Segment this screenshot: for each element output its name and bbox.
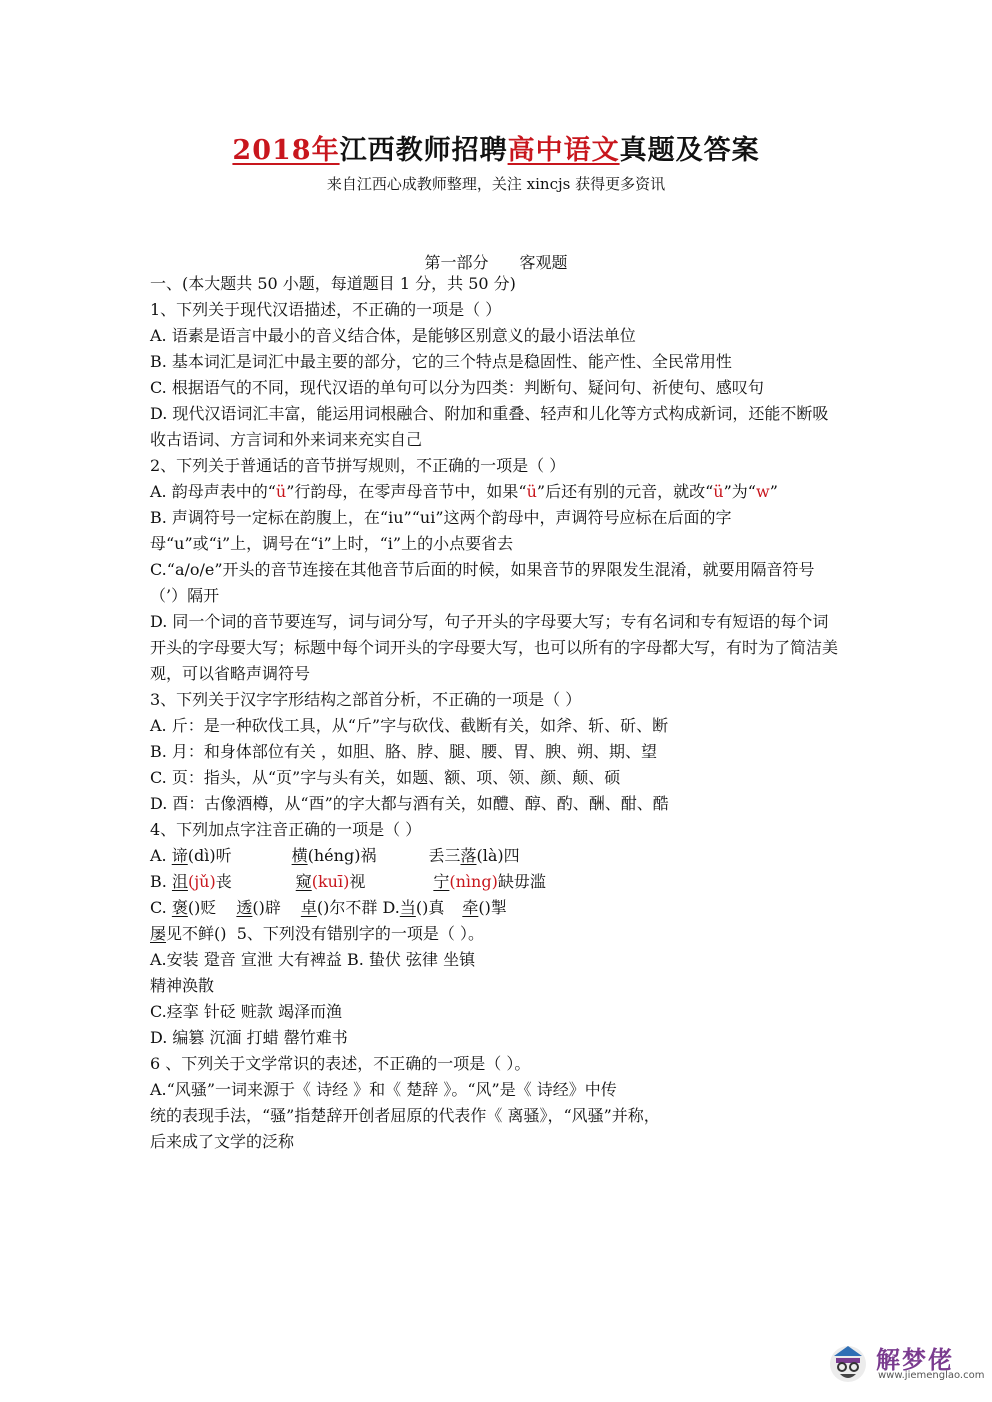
question-4-option-b (150, 869, 840, 895)
question-2-option-c: C.“a/o/e”开头的音节连接在其他音节后面的时候，如果音节的界限发生混淆，就要用隔音符号（’）隔开 (150, 560, 815, 605)
watermark-url: www.jiemenglao.com (878, 1370, 985, 1381)
highlight-letter: ü (275, 482, 287, 501)
text-segment: 丢三 (428, 846, 461, 865)
text-segment: ()辟 (252, 898, 281, 917)
highlight-letter: w (755, 482, 770, 501)
section-intro: 一、(本大题共 50 小题，每道题目 1 分，共 50 分) (150, 274, 516, 293)
watermark (824, 1338, 985, 1386)
question-1-option-d: D. 现代汉语词汇丰富，能运用词根融合、附加和重叠、轻声和儿化等方式构成新词，还能不断吸收古语词、方言词和外来词来充实自己 (150, 404, 829, 449)
question-1-option-a: A. 语素是语言中最小的音义结合体，是能够区别意义的最小语法单位 (150, 326, 636, 345)
question-6-option-a-line1: A.“风骚”一词来源于《 诗经 》和《 楚辞 》。“风”是《 诗经》中传 (150, 1080, 617, 1099)
dotted-char: 宁 (433, 872, 450, 891)
text-segment: ()真 (415, 898, 445, 917)
text-segment: 四 (503, 846, 520, 865)
question-1-option-c: C. 根据语气的不同，现代汉语的单句可以分为四类：判断句、疑问句、祈使句、感叹句 (150, 378, 764, 397)
title-part-c: 真题及答案 (619, 135, 760, 166)
question-4-option-d-cont (150, 921, 840, 947)
question-6-option-a-line3: 后来成了文学的泛称 (150, 1132, 295, 1151)
text-segment: ”行韵母，在零声母音节中，如果“ (286, 482, 527, 501)
section-heading: 第一部分 客观题 (424, 253, 568, 272)
question-3-option-d: D. 酉：古像酒樽，从“酉”的字大都与酒有关，如醴、醇、酌、酬、酣、酷 (150, 794, 669, 813)
text-segment: 丧 (215, 872, 232, 891)
question-5-stem: 5、下列没有错别字的一项是（ ）。 (236, 924, 484, 943)
text-segment: 缺毋滥 (497, 872, 546, 891)
question-3-option-c: C. 页：指头，从“页”字与头有关，如题、额、项、领、颜、颠、硕 (150, 768, 621, 787)
option-letter: A. (150, 846, 172, 865)
text-segment: 听 (215, 846, 232, 865)
option-letter: C. (150, 898, 172, 917)
text-segment: ”后还有别的元音，就改“ (536, 482, 714, 501)
pinyin: (kuī) (311, 872, 350, 891)
question-5-option-a: A.安装 跫音 宣泄 大有裨益 B. 蛰伏 弦律 坐镇 (150, 950, 476, 969)
question-2-option-d: D. 同一个词的音节要连写，词与词分写，句子开头的字母要大写；专有名词和专有短语的每个词开头的字母要大写；标题中每个词开头的字母要大写，也可以所有的字母都大写，有时为了简洁美观，可以省略声调符号 (150, 612, 839, 683)
dotted-char: 落 (460, 846, 477, 865)
pinyin: (jǔ) (187, 872, 216, 891)
question-2-option-a (150, 479, 840, 505)
title-year: 2018年 (232, 135, 340, 166)
dotted-char: 窥 (295, 872, 312, 891)
question-2-option-b: B. 声调符号一定标在韵腹上，在“iu”“ui”这两个韵母中，声调符号应标在后面的字母“u”或“i”上，调号在“i”上时，“i”上的小点要省去 (150, 508, 732, 553)
text-segment: 见不鲜() (166, 924, 227, 943)
question-4-option-a (150, 843, 840, 869)
document-subtitle: 来自江西心成教师整理，关注 xincjs 获得更多资讯 (326, 175, 666, 193)
title-subject: 高中语文 (507, 135, 620, 166)
question-3-stem: 3、下列关于汉字字形结构之部首分析，不正确的一项是（ ） (150, 690, 582, 709)
question-3-option-b: B. 月：和身体部位有关 ，如胆、胳、脖、腿、腰、胃、腴、朔、期、望 (150, 742, 658, 761)
highlight-letter: ü (526, 482, 537, 501)
dotted-char: 褒 (171, 898, 188, 917)
text-segment: ”为“ (723, 482, 756, 501)
question-1-stem: 1、下列关于现代汉语描述，不正确的一项是（ ） (150, 300, 502, 319)
option-letter: B. (150, 872, 172, 891)
dotted-char: 沮 (171, 872, 188, 891)
question-5-option-c: C.痉挛 针砭 赃款 竭泽而渔 (150, 1002, 343, 1021)
pinyin: (là) (476, 846, 504, 865)
question-6-stem: 6 、下列关于文学常识的表述，不正确的一项是（ ）。 (150, 1054, 531, 1073)
pinyin: (héng) (307, 846, 361, 865)
text-segment: ()掣 (478, 898, 507, 917)
highlight-letter: ü (713, 482, 724, 501)
title-part-a: 江西教师招聘 (339, 135, 508, 166)
text-segment: 祸 (360, 846, 377, 865)
dreamer-mascot-icon (824, 1338, 872, 1386)
question-5-option-a-cont: 精神涣散 (150, 976, 215, 995)
question-3-option-a: A. 斤：是一种砍伐工具，从“斤”字与砍伐、截断有关，如斧、斩、斫、断 (150, 716, 669, 735)
dotted-char: 谛 (171, 846, 188, 865)
dotted-char: 当 (399, 898, 416, 917)
question-1-option-b: B. 基本词汇是词汇中最主要的部分，它的三个特点是稳固性、能产性、全民常用性 (150, 352, 732, 371)
text-segment: ” (769, 482, 778, 501)
question-5-option-d: D. 编篡 沉湎 打蜡 罄竹难书 (150, 1028, 348, 1047)
dotted-char: 卓 (300, 898, 317, 917)
question-4-option-c (150, 895, 840, 921)
dotted-char: 牵 (462, 898, 479, 917)
text-segment: ()贬 (187, 898, 217, 917)
question-4-stem: 4、下列加点字注音正确的一项是（ ） (150, 820, 422, 839)
watermark-name: 解梦佬 (876, 1346, 954, 1374)
document-body (150, 271, 840, 1155)
pinyin: (nìng) (449, 872, 498, 891)
dotted-char: 横 (291, 846, 308, 865)
pinyin: (dì) (187, 846, 216, 865)
document-title (0, 128, 992, 167)
text-segment: A. 韵母声表中的“ (150, 482, 276, 501)
question-6-option-a-line2: 统的表现手法，“骚”指楚辞开创者屈原的代表作《 离骚》，“风骚”并称， (150, 1106, 660, 1125)
text-segment: ()尔不群 D. (316, 898, 400, 917)
dotted-char: 透 (236, 898, 253, 917)
text-segment: 视 (349, 872, 366, 891)
question-2-stem: 2、下列关于普通话的音节拼写规则，不正确的一项是（ ） (150, 456, 566, 475)
dotted-char: 屡 (150, 924, 167, 943)
